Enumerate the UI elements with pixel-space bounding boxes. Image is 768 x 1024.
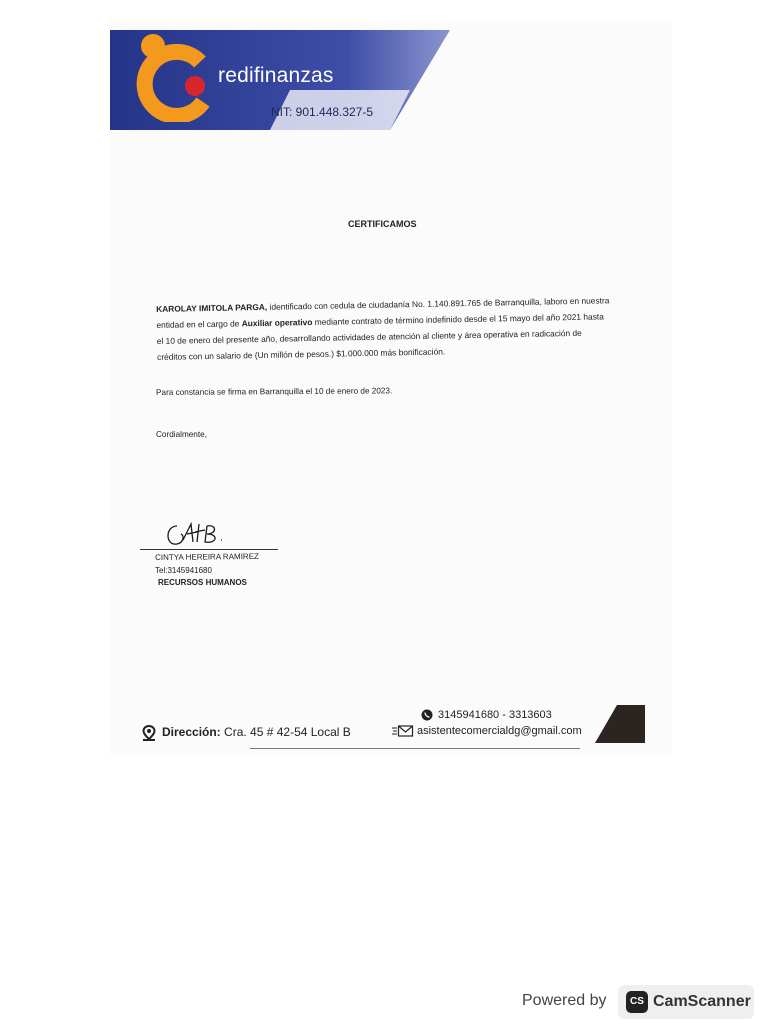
camscanner-logo-icon: CS xyxy=(626,991,648,1013)
signature-line xyxy=(140,549,278,550)
body-part-1: identificado con cedula de ciudadanía No. 1.140.891.765 de Barranquilla, laboro en nuestra entidad en el cargo de xyxy=(156,295,610,330)
signer-phone: Tel:3145941680 xyxy=(155,566,212,575)
body-part-2: mediante contrato de término indefinido desde el 15 mayo del año 2021 hasta el 10 de enero del presente año, desarrollando actividades de atención al cliente y área operativa en radicación de créditos con un salario de (Un millón de pesos.) $1.000.000 más bonificación. xyxy=(156,311,604,362)
email-address: asistentecomercialdg@gmail.com xyxy=(417,725,582,737)
signer-name: CINTYA HEREIRA RAMIREZ xyxy=(155,551,259,562)
employee-name: KAROLAY IMITOLA PARGA, xyxy=(156,301,268,314)
corner-decoration xyxy=(595,705,645,748)
document-title: CERTIFICAMOS xyxy=(348,219,417,229)
nit-number: NIT: 901.448.327-5 xyxy=(271,105,374,119)
address-value: Cra. 45 # 42-54 Local B xyxy=(224,725,351,740)
certificate-body xyxy=(156,292,612,365)
powered-by-label: Powered by xyxy=(522,992,607,1009)
address-label: Dirección: xyxy=(162,725,221,740)
whatsapp-icon xyxy=(421,709,433,721)
footer-address xyxy=(142,725,351,741)
location-pin-icon xyxy=(142,725,156,741)
employee-role: Auxiliar operativo xyxy=(241,317,313,329)
camscanner-badge xyxy=(618,985,754,1019)
footer-divider xyxy=(250,748,580,749)
redifinanzas-logo xyxy=(135,32,225,127)
brand-name: redifinanzas xyxy=(218,64,334,87)
footer-email xyxy=(392,725,582,737)
salutation: Cordialmente, xyxy=(156,430,207,439)
signer-department: RECURSOS HUMANOS xyxy=(158,578,247,587)
email-icon xyxy=(392,725,414,737)
camscanner-name: CamScanner xyxy=(653,993,751,1010)
phone-numbers: 3145941680 - 3313603 xyxy=(438,709,552,721)
closing-line: Para constancia se firma en Barranquilla el 10 de enero de 2023. xyxy=(156,386,393,397)
footer-phone xyxy=(421,709,552,721)
